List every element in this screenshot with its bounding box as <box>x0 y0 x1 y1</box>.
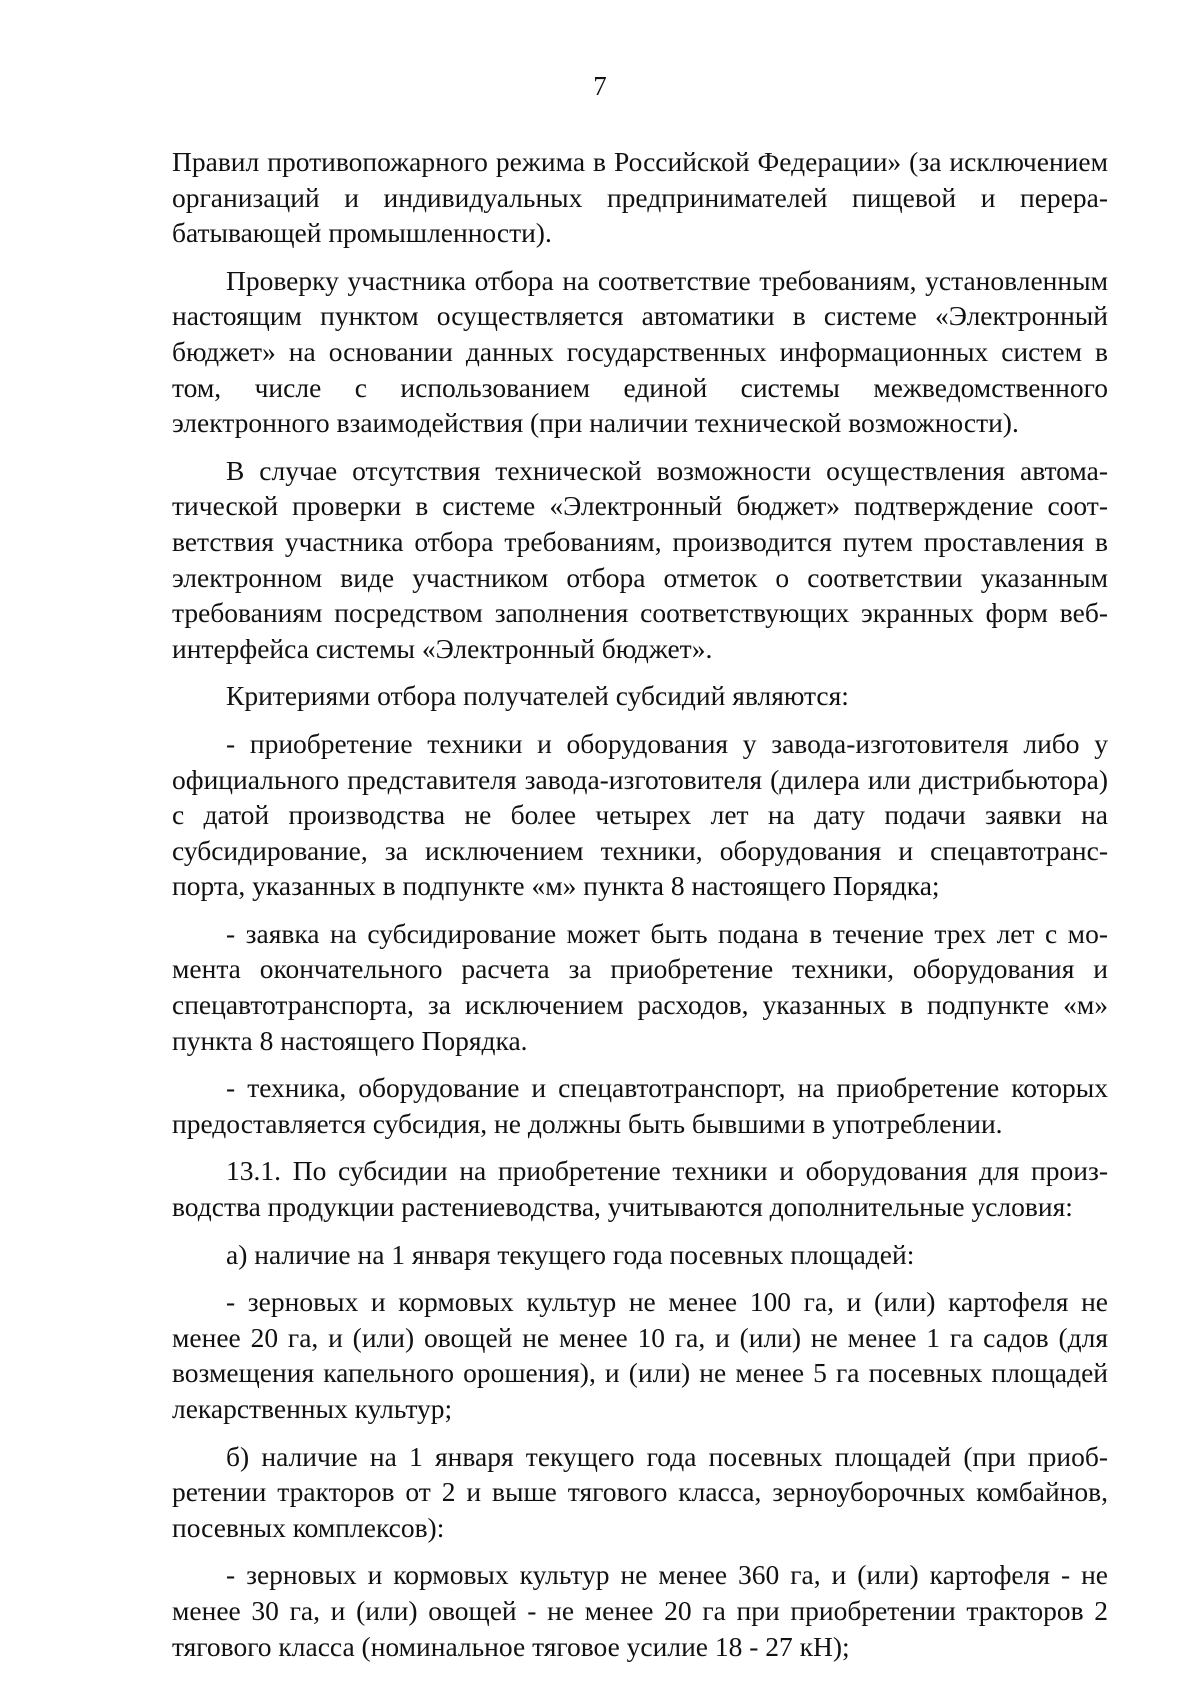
paragraph-2: Проверку участника отбора на соответствие требованиям, установленным настоящим пунктом осуществляется автоматики в системе «Электронный бюджет» на основании данных государственных информационных систем в том, числе с использованием единой системы межведомственного электронного взаимодействия (при наличии технической возможности). <box>172 264 1108 439</box>
paragraph-9: а) наличие на 1 января текущего года посевных площадей: <box>226 1238 915 1270</box>
paragraph-10: - зерновых и кормовых культур не менее 100 га, и (или) картофеля не менее 20 га, и (или) овощей не менее 10 га, и (или) не менее 1 га садов (для возмещения капельного орошения), и (или) не менее 5 га посевных площадей лекарственных культур; <box>172 1286 1108 1424</box>
paragraph-8: 13.1. По субсидии на приобретение техники и оборудования для производства продукции растениеводства, учитываются дополнительные условия: <box>172 1155 1108 1223</box>
paragraph-11: б) наличие на 1 января текущего года посевных площадей (при приобретении тракторов от 2 и выше тягового класса, зерноуборочных комбайнов, посевных комплексов): <box>172 1440 1108 1543</box>
document-body <box>172 144 1108 1676</box>
paragraph-7: - техника, оборудование и спецавтотранспорт, на приобретение которых предоставляется субсидия, не должны быть бывшими в употреблении. <box>172 1072 1108 1139</box>
page-number: 7 <box>593 71 607 101</box>
paragraph-12: - зерновых и кормовых культур не менее 360 га, и (или) картофеля - не менее 30 га, и (или) овощей - не менее 20 га при приобретении тракторов 2 тягового класса (номинальное тяговое усилие 18 - 27 кН); <box>172 1559 1108 1662</box>
paragraph-5: - приобретение техники и оборудования у завода-изготовителя либо у официального представителя завода-изготовителя (дилера или дистрибьютора) с датой производства не более четырех лет на дату подачи заявки на субсидирование, за исключением техники, оборудования и спецавтотранспорта, указанных в подпункте «м» пункта 8 настоящего Порядка; <box>172 727 1108 902</box>
paragraph-1: Правил противопожарного режима в Российской Федерации» (за исключением организаций и индивидуальных предпринимателей пищевой и перерабатывающей промышленности). <box>172 146 1108 249</box>
paragraph-6: - заявка на субсидирование может быть подана в течение трех лет с момента окончательного расчета за приобретение техники, оборудования и спецавтотранспорта, за исключением расходов, указанных в подпункте «м» пункта 8 настоящего Порядка. <box>172 917 1108 1056</box>
paragraph-4: Критериями отбора получателей субсидий являются: <box>226 680 849 712</box>
paragraph-3: В случае отсутствия технической возможности осуществления автоматической проверки в системе «Электронный бюджет» подтверждение соответствия участника отбора требованиям, производится путем проставления в электронном виде участником отбора отметок о соответствии указанным требованиям посредством заполнения соответствующих экранных форм веб-интерфейса системы «Электронный бюджет». <box>172 454 1108 664</box>
